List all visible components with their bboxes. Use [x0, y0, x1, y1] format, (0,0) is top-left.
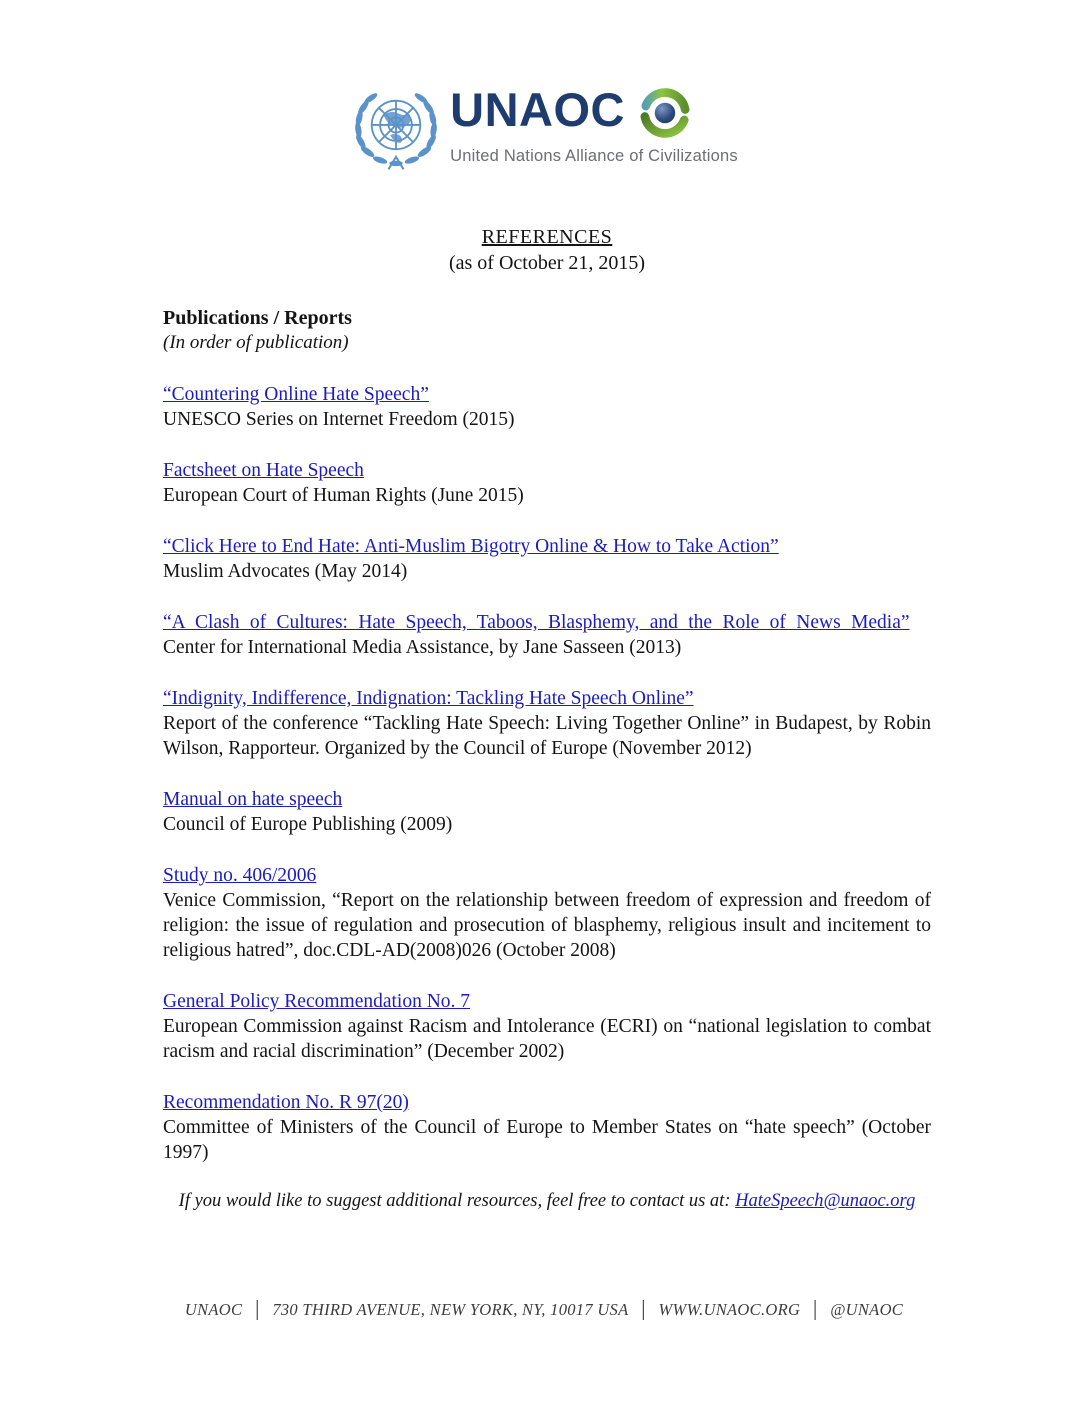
reference-link[interactable]: “Countering Online Hate Speech”: [163, 384, 429, 405]
reference-description: Venice Commission, “Report on the relationship between freedom of expression and freedom of religion: the issue of regulation and prosecution of blasphemy, religious insult and incitement to religious hatred”, doc.CDL-AD(2008)026 (October 2008): [163, 890, 931, 961]
logo-text-block: [450, 83, 738, 166]
reference-entry: [163, 534, 931, 584]
reference-link[interactable]: Factsheet on Hate Speech: [163, 460, 364, 481]
reference-description: Council of Europe Publishing (2009): [163, 814, 453, 835]
reference-description: Center for International Media Assistance, by Jane Sasseen (2013): [163, 637, 682, 658]
unaoc-logo: [0, 0, 1088, 172]
reference-description: Muslim Advocates (May 2014): [163, 561, 408, 582]
un-emblem-icon: [350, 88, 442, 172]
unaoc-tagline: United Nations Alliance of Civilizations: [450, 147, 738, 165]
reference-link[interactable]: Recommendation No. R 97(20): [163, 1092, 409, 1113]
contact-note: [117, 1191, 977, 1212]
reference-entry: [163, 458, 931, 508]
footer-item: 730 THIRD AVENUE, NEW YORK, NY, 10017 USA: [272, 1300, 629, 1319]
unaoc-wordmark: UNAOC: [450, 83, 625, 136]
document-body: [163, 226, 931, 1212]
reference-link[interactable]: Study no. 406/2006: [163, 865, 317, 886]
reference-entry: [163, 787, 931, 837]
reference-list: [163, 382, 931, 1165]
reference-entry: [163, 610, 931, 660]
reference-description: Committee of Ministers of the Council of Europe to Member States on “hate speech” (October 1997): [163, 1117, 931, 1163]
reference-link[interactable]: “Indignity, Indifference, Indignation: Tackling Hate Speech Online”: [163, 688, 694, 709]
reference-description: European Commission against Racism and Intolerance (ECRI) on “national legislation to combat racism and racial discrimination” (December 2002): [163, 1016, 931, 1062]
reference-link[interactable]: General Policy Recommendation No. 7: [163, 991, 471, 1012]
reference-entry: [163, 1090, 931, 1165]
footer-separator: │: [251, 1300, 264, 1319]
reference-entry: [163, 686, 931, 761]
page-subtitle: (as of October 21, 2015): [448, 252, 646, 274]
reference-description: European Court of Human Rights (June 2015): [163, 485, 524, 506]
reference-description: UNESCO Series on Internet Freedom (2015): [163, 409, 515, 430]
footer-item: UNAOC: [184, 1300, 243, 1319]
reference-entry: [163, 382, 931, 432]
footer-item: WWW.UNAOC.ORG: [658, 1300, 801, 1319]
reference-link[interactable]: “Click Here to End Hate: Anti-Muslim Bigotry Online & How to Take Action”: [163, 536, 779, 557]
page-title: REFERENCES: [481, 226, 613, 248]
reference-link[interactable]: Manual on hate speech: [163, 789, 343, 810]
section-heading: Publications / Reports: [163, 307, 352, 329]
footer-separator: │: [809, 1300, 822, 1319]
reference-entry: [163, 989, 931, 1064]
reference-link[interactable]: “A Clash of Cultures: Hate Speech, Taboos, Blasphemy, and the Role of News Media”: [163, 612, 910, 633]
footer-item: @UNAOC: [830, 1300, 904, 1319]
contact-email-link[interactable]: HateSpeech@unaoc.org: [735, 1191, 916, 1211]
unaoc-swirl-icon: [633, 82, 697, 144]
footer-separator: │: [637, 1300, 650, 1319]
reference-description: Report of the conference “Tackling Hate Speech: Living Together Online” in Budapest, by Robin Wilson, Rapporteur. Organized by the Council of Europe (November 2012): [163, 713, 931, 759]
reference-entry: [163, 863, 931, 963]
footer-address-bar: [0, 1300, 1088, 1320]
contact-note-text: If you would like to suggest additional resources, feel free to contact us at:: [178, 1191, 736, 1211]
section-note: (In order of publication): [163, 332, 349, 353]
